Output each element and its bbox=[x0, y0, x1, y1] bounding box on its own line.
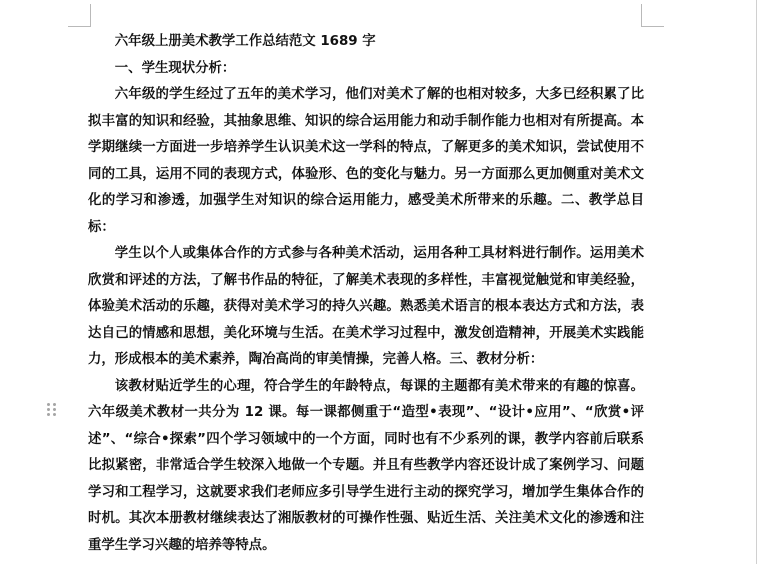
top-left-margin-mark bbox=[68, 4, 91, 27]
document-title: 六年级上册美术教学工作总结范文 1689 字 bbox=[114, 34, 376, 49]
top-right-margin-mark bbox=[641, 4, 664, 27]
paragraph-teaching-goals: 学生以个人或集体合作的方式参与各种美术活动，运用各种工具材料进行制作。运用美术欣赏和评述的方法，了解书作品的特征，了解美术表现的多样性，丰富视觉触觉和审美经验，体验美术活动的乐趣，获得对美术学习的持久兴趣。熟悉美术语言的根本表达方式和方法，表达自己的情感和思想，美化环境与生活。在美术学习过程中，激发创造精神，开展美术实践能力，形成根本的美术素养，陶冶高尚的审美情操，完善人格。三、教材分析： bbox=[88, 246, 644, 367]
section-heading-student-analysis: 一、学生现状分析： bbox=[114, 60, 236, 76]
paragraph-student-analysis: 六年级的学生经过了五年的美术学习，他们对美术了解的也相对较多，大多已经积累了比拟丰富的知识和经验，其抽象思维、知识的综合运用能力和动手制作能力也相对有所提高。本学期继续一方面进一步培养学生认识美术这一学科的特点，了解更多的美术知识，尝试使用不同的工具，运用不同的表现方式，体验形、色的变化与魅力。另一方面那么更加侧重对美术文化的学习和渗透，加强学生对知识的综合运用能力，感受美术所带来的乐趣。二、教学总目标： bbox=[88, 87, 644, 235]
document-body[interactable] bbox=[88, 29, 644, 559]
page-edge bbox=[756, 0, 757, 564]
drag-handle-icon[interactable] bbox=[47, 403, 57, 419]
paragraph-textbook-analysis: 该教材贴近学生的心理，符合学生的年龄特点，每课的主题都有美术带来的有趣的惊喜。六年级美术教材一共分为 12 课。每一课都侧重于“造型•表现”、“设计•应用”、“欣赏•评述”、“综合•探索”四个学习领域中的一个方面，同时也有不少系列的课，教学内容前后联系比拟紧密，非常适合学生较深入地做一个专题。并且有些教学内容还设计成了案例学习、问题学习和工程学习，这就要求我们老师应多引导学生进行主动的探究学习，增加学生集体合作的时机。其次本册教材继续表达了湘版教材的可操作性强、贴近生活、关注美术文化的渗透和注重学生学习兴趣的培养等特点。 bbox=[88, 378, 644, 553]
